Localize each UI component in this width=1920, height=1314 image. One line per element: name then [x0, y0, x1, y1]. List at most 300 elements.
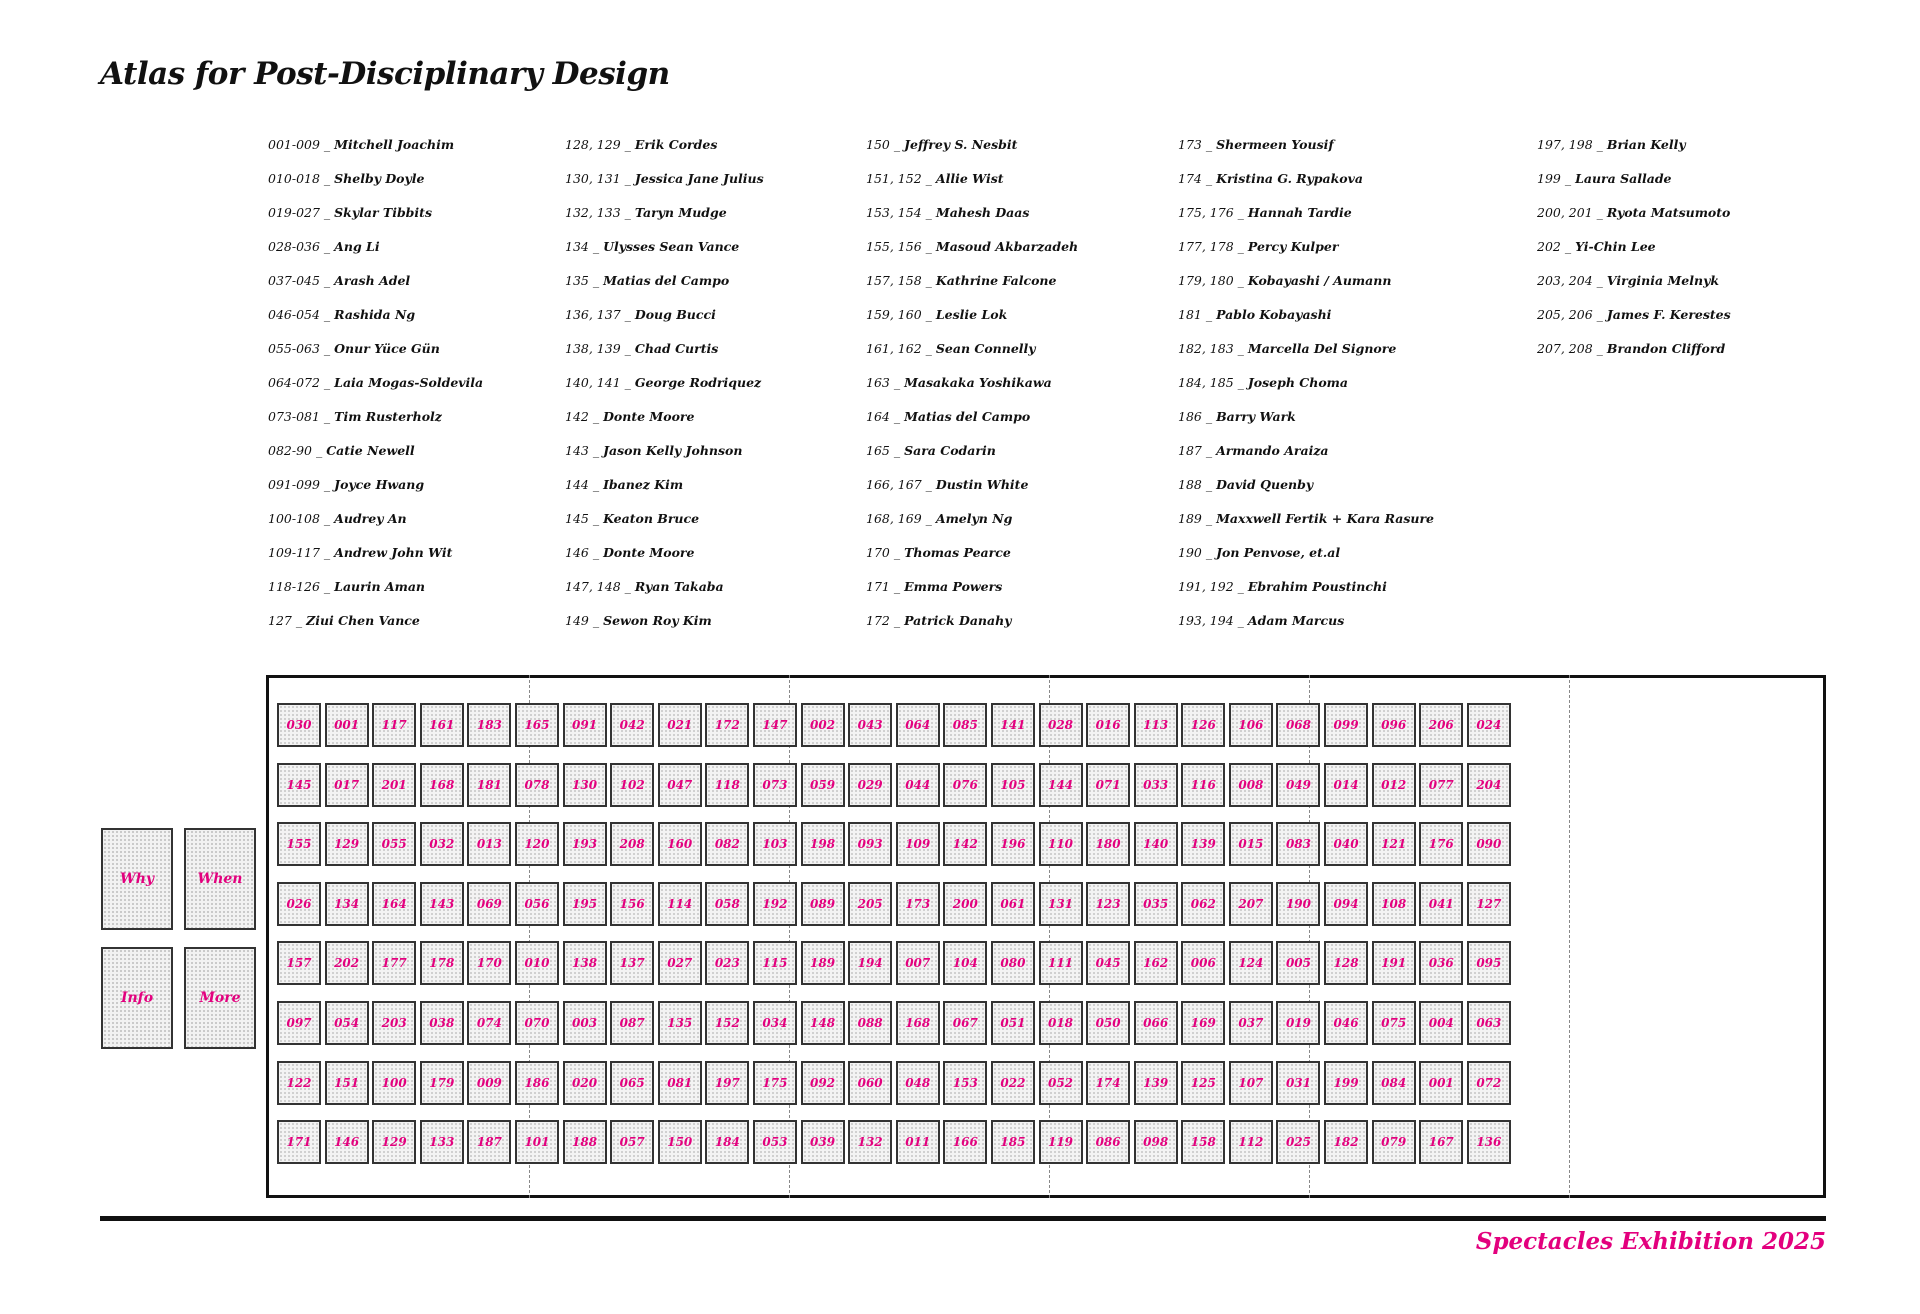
grid-tile[interactable] [801, 822, 845, 866]
credit-name: Laia Mogas-Soldevila [334, 375, 484, 390]
grid-tile-number: 146 [334, 1135, 360, 1150]
credit-range: 177, 178 _ [1178, 239, 1244, 254]
grid-tile[interactable] [467, 822, 511, 866]
grid-tile-number: 053 [762, 1135, 788, 1150]
grid-tile-number: 110 [1047, 837, 1074, 852]
grid-tile[interactable] [1181, 703, 1225, 747]
credit-range: 207, 208 _ [1537, 341, 1603, 356]
grid-tile-number: 141 [1000, 718, 1026, 732]
credit-range: 073-081 _ [268, 409, 331, 424]
grid-tile[interactable] [705, 1120, 749, 1164]
grid-tile[interactable] [1039, 882, 1083, 926]
grid-tile[interactable] [277, 822, 321, 866]
grid-tile[interactable] [420, 882, 464, 926]
grid-tile[interactable] [610, 1001, 654, 1045]
grid-tile[interactable] [896, 822, 940, 866]
grid-tile-number: 140 [1143, 837, 1169, 852]
grid-tile-number: 019 [1285, 1015, 1311, 1030]
grid-tile[interactable] [1419, 1001, 1463, 1045]
grid-tile[interactable] [325, 1001, 369, 1045]
grid-tile[interactable] [1229, 703, 1273, 747]
grid-tile[interactable] [1419, 703, 1463, 747]
why-button[interactable] [101, 828, 173, 930]
grid-tile[interactable] [277, 703, 321, 747]
grid-tile[interactable] [1134, 882, 1178, 926]
credit-range: 146 _ [565, 545, 600, 560]
grid-tile[interactable] [610, 763, 654, 807]
credit-entry [1178, 230, 1434, 264]
grid-tile-number: 162 [1143, 956, 1169, 971]
grid-tile[interactable] [896, 1001, 940, 1045]
credit-range: 144 _ [565, 477, 600, 492]
grid-tile-number: 178 [429, 956, 455, 971]
grid-tile-number: 020 [572, 1075, 598, 1090]
grid-tile[interactable] [753, 703, 797, 747]
grid-tile[interactable] [1039, 1061, 1083, 1105]
grid-tile[interactable] [1324, 1001, 1368, 1045]
grid-tile-number: 182 [1333, 1135, 1359, 1150]
grid-tile[interactable] [848, 822, 892, 866]
grid-tile[interactable] [420, 763, 464, 807]
credit-entry [268, 162, 483, 196]
grid-tile[interactable] [610, 941, 654, 985]
grid-tile[interactable] [277, 1120, 321, 1164]
why-label: Why [119, 871, 155, 887]
credit-name: Percy Kulper [1247, 239, 1339, 254]
grid-tile-number: 072 [1476, 1075, 1502, 1090]
credit-range: 142 _ [565, 409, 600, 424]
grid-tile[interactable] [563, 1001, 607, 1045]
grid-tile[interactable] [896, 763, 940, 807]
grid-tile[interactable] [1324, 1120, 1368, 1164]
grid-tile[interactable] [896, 941, 940, 985]
grid-tile[interactable] [991, 1120, 1035, 1164]
grid-tile[interactable] [1181, 822, 1225, 866]
grid-tile[interactable] [610, 1120, 654, 1164]
grid-tile-number: 129 [381, 1135, 407, 1150]
grid-tile[interactable] [372, 822, 416, 866]
grid-tile-number: 043 [857, 718, 883, 732]
grid-tile-number: 001 [334, 718, 360, 732]
grid-tile-number: 093 [857, 837, 883, 852]
grid-tile[interactable] [1181, 1061, 1225, 1105]
grid-tile[interactable] [1086, 1001, 1130, 1045]
grid-tile[interactable] [515, 1001, 559, 1045]
grid-tile[interactable] [1467, 703, 1511, 747]
grid-tile[interactable] [1372, 941, 1416, 985]
grid-tile[interactable] [1039, 763, 1083, 807]
credit-range: 140, 141 _ [565, 375, 631, 390]
grid-tile[interactable] [420, 822, 464, 866]
grid-tile[interactable] [753, 1001, 797, 1045]
grid-tile[interactable] [610, 882, 654, 926]
grid-tile[interactable] [1039, 1001, 1083, 1045]
grid-tile-number: 097 [286, 1015, 312, 1030]
grid-tile[interactable] [753, 1120, 797, 1164]
credit-range: 132, 133 _ [565, 205, 631, 220]
credit-entry [1537, 196, 1731, 230]
grid-tile[interactable] [1134, 1001, 1178, 1045]
grid-tile[interactable] [1134, 1061, 1178, 1105]
grid-tile[interactable] [1419, 882, 1463, 926]
grid-tile[interactable] [705, 763, 749, 807]
credit-range: 182, 183 _ [1178, 341, 1244, 356]
credit-entry [866, 298, 1078, 332]
grid-tile-number: 135 [667, 1015, 693, 1030]
grid-tile[interactable] [1086, 703, 1130, 747]
grid-tile[interactable] [705, 941, 749, 985]
grid-tile[interactable] [515, 1061, 559, 1105]
grid-tile[interactable] [1419, 941, 1463, 985]
grid-tile[interactable] [1372, 882, 1416, 926]
credit-name: Skylar Tibbits [334, 205, 432, 220]
grid-tile[interactable] [753, 941, 797, 985]
grid-tile[interactable] [372, 941, 416, 985]
grid-tile-number: 153 [952, 1075, 978, 1090]
grid-tile[interactable] [372, 763, 416, 807]
grid-tile[interactable] [658, 822, 702, 866]
grid-tile[interactable] [1276, 822, 1320, 866]
credit-entry [268, 468, 483, 502]
grid-tile-number: 194 [857, 956, 883, 971]
grid-tile[interactable] [705, 703, 749, 747]
info-button[interactable] [101, 947, 173, 1049]
grid-tile[interactable] [1229, 1001, 1273, 1045]
grid-tile[interactable] [372, 1001, 416, 1045]
grid-tile[interactable] [1229, 822, 1273, 866]
grid-tile[interactable] [372, 1061, 416, 1105]
grid-tile[interactable] [1467, 822, 1511, 866]
credit-entry [866, 128, 1078, 162]
grid-tile[interactable] [1467, 763, 1511, 807]
grid-tile[interactable] [991, 882, 1035, 926]
grid-tile[interactable] [1467, 1001, 1511, 1045]
grid-tile[interactable] [1324, 822, 1368, 866]
credit-name: Ebrahim Poustinchi [1247, 579, 1387, 594]
grid-tile[interactable] [848, 1120, 892, 1164]
grid-tile-number: 045 [1095, 956, 1121, 971]
tile-grid [277, 703, 1514, 1180]
grid-tile[interactable] [1039, 941, 1083, 985]
grid-tile[interactable] [1086, 1061, 1130, 1105]
grid-tile[interactable] [1039, 1120, 1083, 1164]
grid-tile[interactable] [991, 1061, 1035, 1105]
grid-tile[interactable] [420, 1120, 464, 1164]
grid-tile[interactable] [848, 882, 892, 926]
grid-tile[interactable] [943, 1061, 987, 1105]
grid-tile[interactable] [1039, 822, 1083, 866]
grid-tile[interactable] [467, 1061, 511, 1105]
grid-tile[interactable] [705, 882, 749, 926]
grid-tile[interactable] [277, 941, 321, 985]
grid-tile[interactable] [467, 1120, 511, 1164]
grid-tile[interactable] [1039, 703, 1083, 747]
grid-tile[interactable] [563, 703, 607, 747]
credit-entry [268, 196, 483, 230]
grid-tile[interactable] [1467, 941, 1511, 985]
grid-tile[interactable] [1086, 822, 1130, 866]
grid-tile[interactable] [563, 763, 607, 807]
grid-tile[interactable] [1372, 822, 1416, 866]
grid-tile[interactable] [420, 703, 464, 747]
grid-tile[interactable] [1181, 882, 1225, 926]
grid-tile[interactable] [753, 763, 797, 807]
grid-tile[interactable] [848, 763, 892, 807]
grid-tile[interactable] [896, 882, 940, 926]
grid-tile[interactable] [1467, 1061, 1511, 1105]
grid-tile[interactable] [1276, 703, 1320, 747]
grid-tile[interactable] [1229, 1061, 1273, 1105]
grid-tile[interactable] [801, 941, 845, 985]
grid-tile[interactable] [1276, 941, 1320, 985]
grid-tile[interactable] [563, 1120, 607, 1164]
grid-tile[interactable] [1324, 763, 1368, 807]
grid-tile-number: 102 [619, 777, 645, 792]
grid-tile[interactable] [277, 1001, 321, 1045]
credit-entry [565, 434, 764, 468]
grid-tile-number: 208 [619, 837, 645, 852]
credit-name: Kathrine Falcone [935, 273, 1057, 288]
grid-tile[interactable] [658, 941, 702, 985]
grid-tile[interactable] [515, 703, 559, 747]
grid-tile-number: 205 [857, 896, 883, 911]
grid-tile[interactable] [848, 1061, 892, 1105]
grid-tile[interactable] [277, 1061, 321, 1105]
grid-tile[interactable] [1372, 1001, 1416, 1045]
grid-tile[interactable] [325, 703, 369, 747]
credit-entry [866, 502, 1078, 536]
grid-tile[interactable] [753, 1061, 797, 1105]
grid-tile[interactable] [563, 882, 607, 926]
grid-tile[interactable] [705, 1061, 749, 1105]
grid-tile[interactable] [372, 703, 416, 747]
grid-tile[interactable] [1372, 763, 1416, 807]
credit-name: Sara Codarin [904, 443, 996, 458]
grid-tile[interactable] [1372, 1120, 1416, 1164]
grid-tile[interactable] [705, 1001, 749, 1045]
grid-tile[interactable] [325, 763, 369, 807]
credits-column-1 [268, 128, 483, 638]
credit-entry [268, 298, 483, 332]
credit-range: 190 _ [1178, 545, 1213, 560]
grid-tile-number: 104 [952, 956, 978, 971]
grid-tile-number: 145 [286, 777, 312, 792]
grid-tile[interactable] [372, 882, 416, 926]
grid-tile[interactable] [991, 763, 1035, 807]
grid-tile[interactable] [515, 941, 559, 985]
grid-tile[interactable] [467, 941, 511, 985]
grid-tile-number: 047 [667, 777, 693, 792]
grid-tile[interactable] [943, 941, 987, 985]
grid-tile-number: 096 [1381, 718, 1407, 732]
grid-tile[interactable] [467, 882, 511, 926]
grid-tile-number: 062 [1190, 896, 1216, 911]
grid-tile[interactable] [325, 1120, 369, 1164]
grid-tile[interactable] [705, 822, 749, 866]
grid-tile[interactable] [1276, 882, 1320, 926]
grid-tile[interactable] [1276, 1001, 1320, 1045]
grid-tile[interactable] [1134, 941, 1178, 985]
credit-name: Armando Araiza [1216, 443, 1329, 458]
grid-tile[interactable] [563, 941, 607, 985]
grid-tile[interactable] [801, 1001, 845, 1045]
grid-tile[interactable] [467, 763, 511, 807]
when-button[interactable] [184, 828, 256, 930]
grid-tile[interactable] [991, 1001, 1035, 1045]
grid-tile[interactable] [515, 822, 559, 866]
grid-tile-number: 105 [1000, 777, 1026, 792]
grid-tile[interactable] [658, 763, 702, 807]
grid-tile[interactable] [1324, 882, 1368, 926]
grid-tile[interactable] [1467, 882, 1511, 926]
grid-tile[interactable] [467, 1001, 511, 1045]
grid-tile[interactable] [563, 822, 607, 866]
credit-name: Masakaka Yoshikawa [904, 375, 1052, 390]
grid-tile[interactable] [610, 1061, 654, 1105]
grid-tile[interactable] [325, 822, 369, 866]
grid-tile[interactable] [1324, 1061, 1368, 1105]
grid-tile[interactable] [1086, 763, 1130, 807]
grid-tile[interactable] [943, 703, 987, 747]
credit-entry [565, 604, 764, 638]
grid-tile-number: 038 [429, 1015, 455, 1030]
grid-tile-number: 118 [714, 777, 740, 792]
grid-tile-number: 169 [1190, 1015, 1216, 1030]
grid-tile[interactable] [1276, 1061, 1320, 1105]
grid-tile-number: 139 [1143, 1075, 1169, 1090]
grid-tile[interactable] [896, 703, 940, 747]
grid-tile[interactable] [610, 822, 654, 866]
credit-name: Patrick Danahy [904, 613, 1012, 628]
grid-tile[interactable] [1419, 1061, 1463, 1105]
grid-tile[interactable] [658, 882, 702, 926]
grid-tile[interactable] [1086, 941, 1130, 985]
grid-tile[interactable] [943, 763, 987, 807]
grid-tile[interactable] [991, 941, 1035, 985]
grid-tile[interactable] [515, 1120, 559, 1164]
grid-tile[interactable] [658, 1001, 702, 1045]
grid-tile-number: 197 [714, 1075, 740, 1090]
grid-tile[interactable] [1229, 941, 1273, 985]
grid-tile[interactable] [753, 822, 797, 866]
grid-tile[interactable] [467, 703, 511, 747]
grid-tile[interactable] [1086, 1120, 1130, 1164]
credit-name: Keaton Bruce [603, 511, 700, 526]
grid-tile[interactable] [848, 941, 892, 985]
grid-tile-number: 027 [667, 956, 693, 971]
grid-tile[interactable] [1181, 941, 1225, 985]
grid-tile[interactable] [1181, 1120, 1225, 1164]
grid-tile-number: 015 [1238, 837, 1264, 852]
grid-tile[interactable] [1372, 703, 1416, 747]
grid-tile-number: 147 [762, 718, 788, 732]
grid-tile[interactable] [801, 703, 845, 747]
grid-tile[interactable] [1134, 763, 1178, 807]
grid-tile-number: 058 [714, 896, 740, 911]
grid-tile[interactable] [943, 1120, 987, 1164]
grid-tile-number: 121 [1381, 837, 1407, 852]
grid-tile[interactable] [1086, 882, 1130, 926]
grid-tile-number: 126 [1190, 718, 1216, 732]
grid-tile[interactable] [325, 941, 369, 985]
grid-tile[interactable] [801, 763, 845, 807]
grid-tile-number: 128 [1333, 956, 1359, 971]
grid-tile[interactable] [1134, 703, 1178, 747]
grid-tile[interactable] [658, 1061, 702, 1105]
grid-tile[interactable] [753, 882, 797, 926]
grid-tile[interactable] [610, 703, 654, 747]
grid-tile[interactable] [420, 941, 464, 985]
grid-tile[interactable] [896, 1120, 940, 1164]
grid-tile[interactable] [1181, 763, 1225, 807]
credit-range: 028-036 _ [268, 239, 331, 254]
grid-tile[interactable] [325, 1061, 369, 1105]
grid-tile-number: 127 [1476, 896, 1502, 911]
grid-tile[interactable] [943, 882, 987, 926]
grid-tile[interactable] [1419, 1120, 1463, 1164]
credit-entry [268, 604, 483, 638]
grid-tile[interactable] [1419, 822, 1463, 866]
grid-tile[interactable] [801, 882, 845, 926]
grid-tile[interactable] [1372, 1061, 1416, 1105]
credit-name: Virginia Melnyk [1606, 273, 1720, 288]
more-button[interactable] [184, 947, 256, 1049]
grid-tile[interactable] [658, 703, 702, 747]
grid-tile[interactable] [991, 703, 1035, 747]
grid-tile[interactable] [372, 1120, 416, 1164]
grid-tile[interactable] [515, 882, 559, 926]
grid-tile[interactable] [1419, 763, 1463, 807]
grid-tile[interactable] [896, 1061, 940, 1105]
grid-tile[interactable] [1229, 1120, 1273, 1164]
grid-tile[interactable] [658, 1120, 702, 1164]
grid-tile[interactable] [325, 882, 369, 926]
grid-tile[interactable] [1134, 1120, 1178, 1164]
grid-tile[interactable] [1134, 822, 1178, 866]
grid-tile[interactable] [848, 1001, 892, 1045]
grid-tile[interactable] [848, 703, 892, 747]
grid-tile[interactable] [1229, 763, 1273, 807]
credit-entry [1178, 298, 1434, 332]
when-label: When [197, 871, 243, 887]
grid-tile-number: 132 [857, 1135, 883, 1150]
grid-tile[interactable] [277, 882, 321, 926]
grid-tile[interactable] [1324, 703, 1368, 747]
grid-tile[interactable] [1324, 941, 1368, 985]
credit-name: Sewon Roy Kim [603, 613, 712, 628]
grid-tile[interactable] [277, 763, 321, 807]
grid-tile[interactable] [801, 1061, 845, 1105]
grid-tile[interactable] [1276, 1120, 1320, 1164]
grid-tile[interactable] [563, 1061, 607, 1105]
grid-tile-number: 075 [1381, 1015, 1407, 1030]
grid-tile[interactable] [943, 1001, 987, 1045]
grid-tile[interactable] [420, 1061, 464, 1105]
grid-tile-number: 198 [810, 837, 836, 852]
grid-tile[interactable] [801, 1120, 845, 1164]
grid-tile[interactable] [515, 763, 559, 807]
credit-entry [866, 468, 1078, 502]
grid-tile[interactable] [943, 822, 987, 866]
grid-tile-number: 077 [1428, 777, 1454, 792]
grid-tile[interactable] [1181, 1001, 1225, 1045]
grid-tile[interactable] [1229, 882, 1273, 926]
grid-tile-number: 070 [524, 1015, 550, 1030]
grid-tile[interactable] [991, 822, 1035, 866]
grid-tile[interactable] [1276, 763, 1320, 807]
grid-tile[interactable] [1467, 1120, 1511, 1164]
grid-tile[interactable] [420, 1001, 464, 1045]
